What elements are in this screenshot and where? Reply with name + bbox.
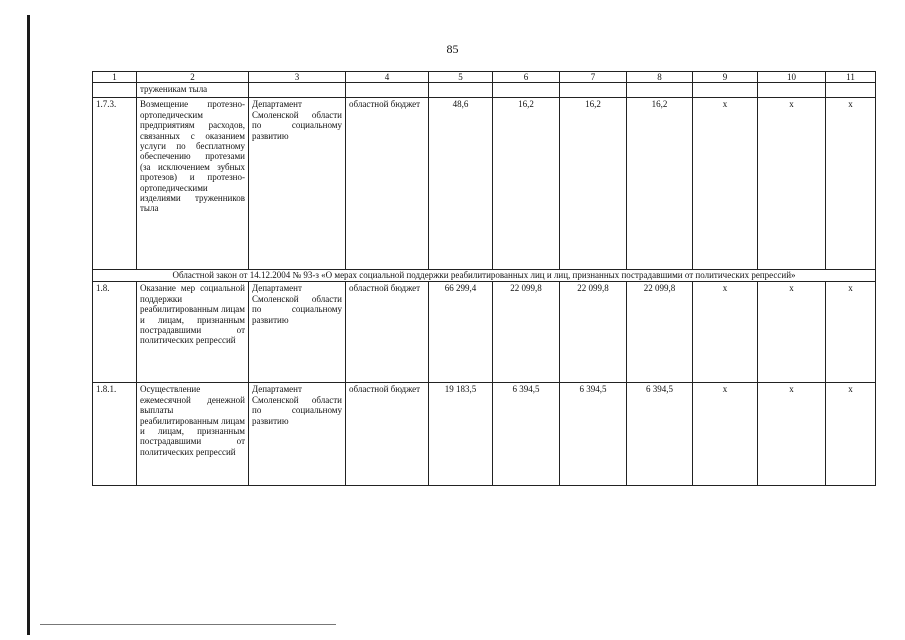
item-col10: х [758, 383, 826, 486]
item-col9: х [693, 282, 758, 383]
item-executor: Департамент Смоленской области по социальному развитию [249, 383, 346, 486]
column-number: 1 [93, 72, 137, 83]
item-year2: 22 099,8 [560, 282, 627, 383]
item-col9: х [693, 98, 758, 270]
item-name: Возмещение протезно-ортопедическим предприятиям расходов, связанных с оказанием услуги по бесплатному обеспечению протезами (за исключением зубных протезов) и протезно-ортопедическими изделиями труженников тыла [137, 98, 249, 270]
item-executor: Департамент Смоленской области по социальному развитию [249, 282, 346, 383]
column-number: 5 [429, 72, 493, 83]
column-number: 10 [758, 72, 826, 83]
table-row [93, 83, 876, 98]
item-name: Оказание мер социальной поддержки реабилитированным лицам и лицам, признанным пострадавшими от политических репрессий [137, 282, 249, 383]
item-year3: 16,2 [627, 98, 693, 270]
item-year3: 6 394,5 [627, 383, 693, 486]
page-number: 85 [446, 42, 459, 56]
column-number: 6 [493, 72, 560, 83]
item-source: областной бюджет [346, 282, 429, 383]
column-number: 9 [693, 72, 758, 83]
item-name: Осуществление ежемесячной денежной выплаты реабилитированным лицам и лицам, признанным пострадавшими от политических репрессий [137, 383, 249, 486]
column-number-row [93, 72, 876, 83]
item-executor: Департамент Смоленской области по социальному развитию [249, 98, 346, 270]
column-number: 7 [560, 72, 627, 83]
item-year3: 22 099,8 [627, 282, 693, 383]
item-year1: 6 394,5 [493, 383, 560, 486]
item-total: 19 183,5 [429, 383, 493, 486]
item-source: областной бюджет [346, 98, 429, 270]
scan-left-edge [27, 15, 30, 635]
continuation-text: труженикам тыла [137, 83, 249, 98]
column-number: 4 [346, 72, 429, 83]
item-col10: х [758, 282, 826, 383]
item-col11: х [826, 383, 876, 486]
item-col11: х [826, 282, 876, 383]
column-number: 8 [627, 72, 693, 83]
item-col9: х [693, 383, 758, 486]
law-title: Областной закон от 14.12.2004 № 93-з «О мерах социальной поддержки реабилитированных лиц и лиц, признанных пострадавшими от политических репрессий» [93, 270, 876, 282]
item-total: 66 299,4 [429, 282, 493, 383]
item-col11: х [826, 98, 876, 270]
law-row [93, 270, 876, 282]
footer-rule [40, 624, 336, 625]
column-number: 11 [826, 72, 876, 83]
table-row [93, 282, 876, 383]
column-number: 3 [249, 72, 346, 83]
program-table [92, 71, 876, 486]
item-code: 1.8.1. [93, 383, 137, 486]
item-code: 1.7.3. [93, 98, 137, 270]
column-number: 2 [137, 72, 249, 83]
item-year1: 22 099,8 [493, 282, 560, 383]
table-row [93, 383, 876, 486]
table-row [93, 98, 876, 270]
item-year1: 16,2 [493, 98, 560, 270]
item-col10: х [758, 98, 826, 270]
item-code: 1.8. [93, 282, 137, 383]
item-source: областной бюджет [346, 383, 429, 486]
item-year2: 16,2 [560, 98, 627, 270]
item-year2: 6 394,5 [560, 383, 627, 486]
item-total: 48,6 [429, 98, 493, 270]
